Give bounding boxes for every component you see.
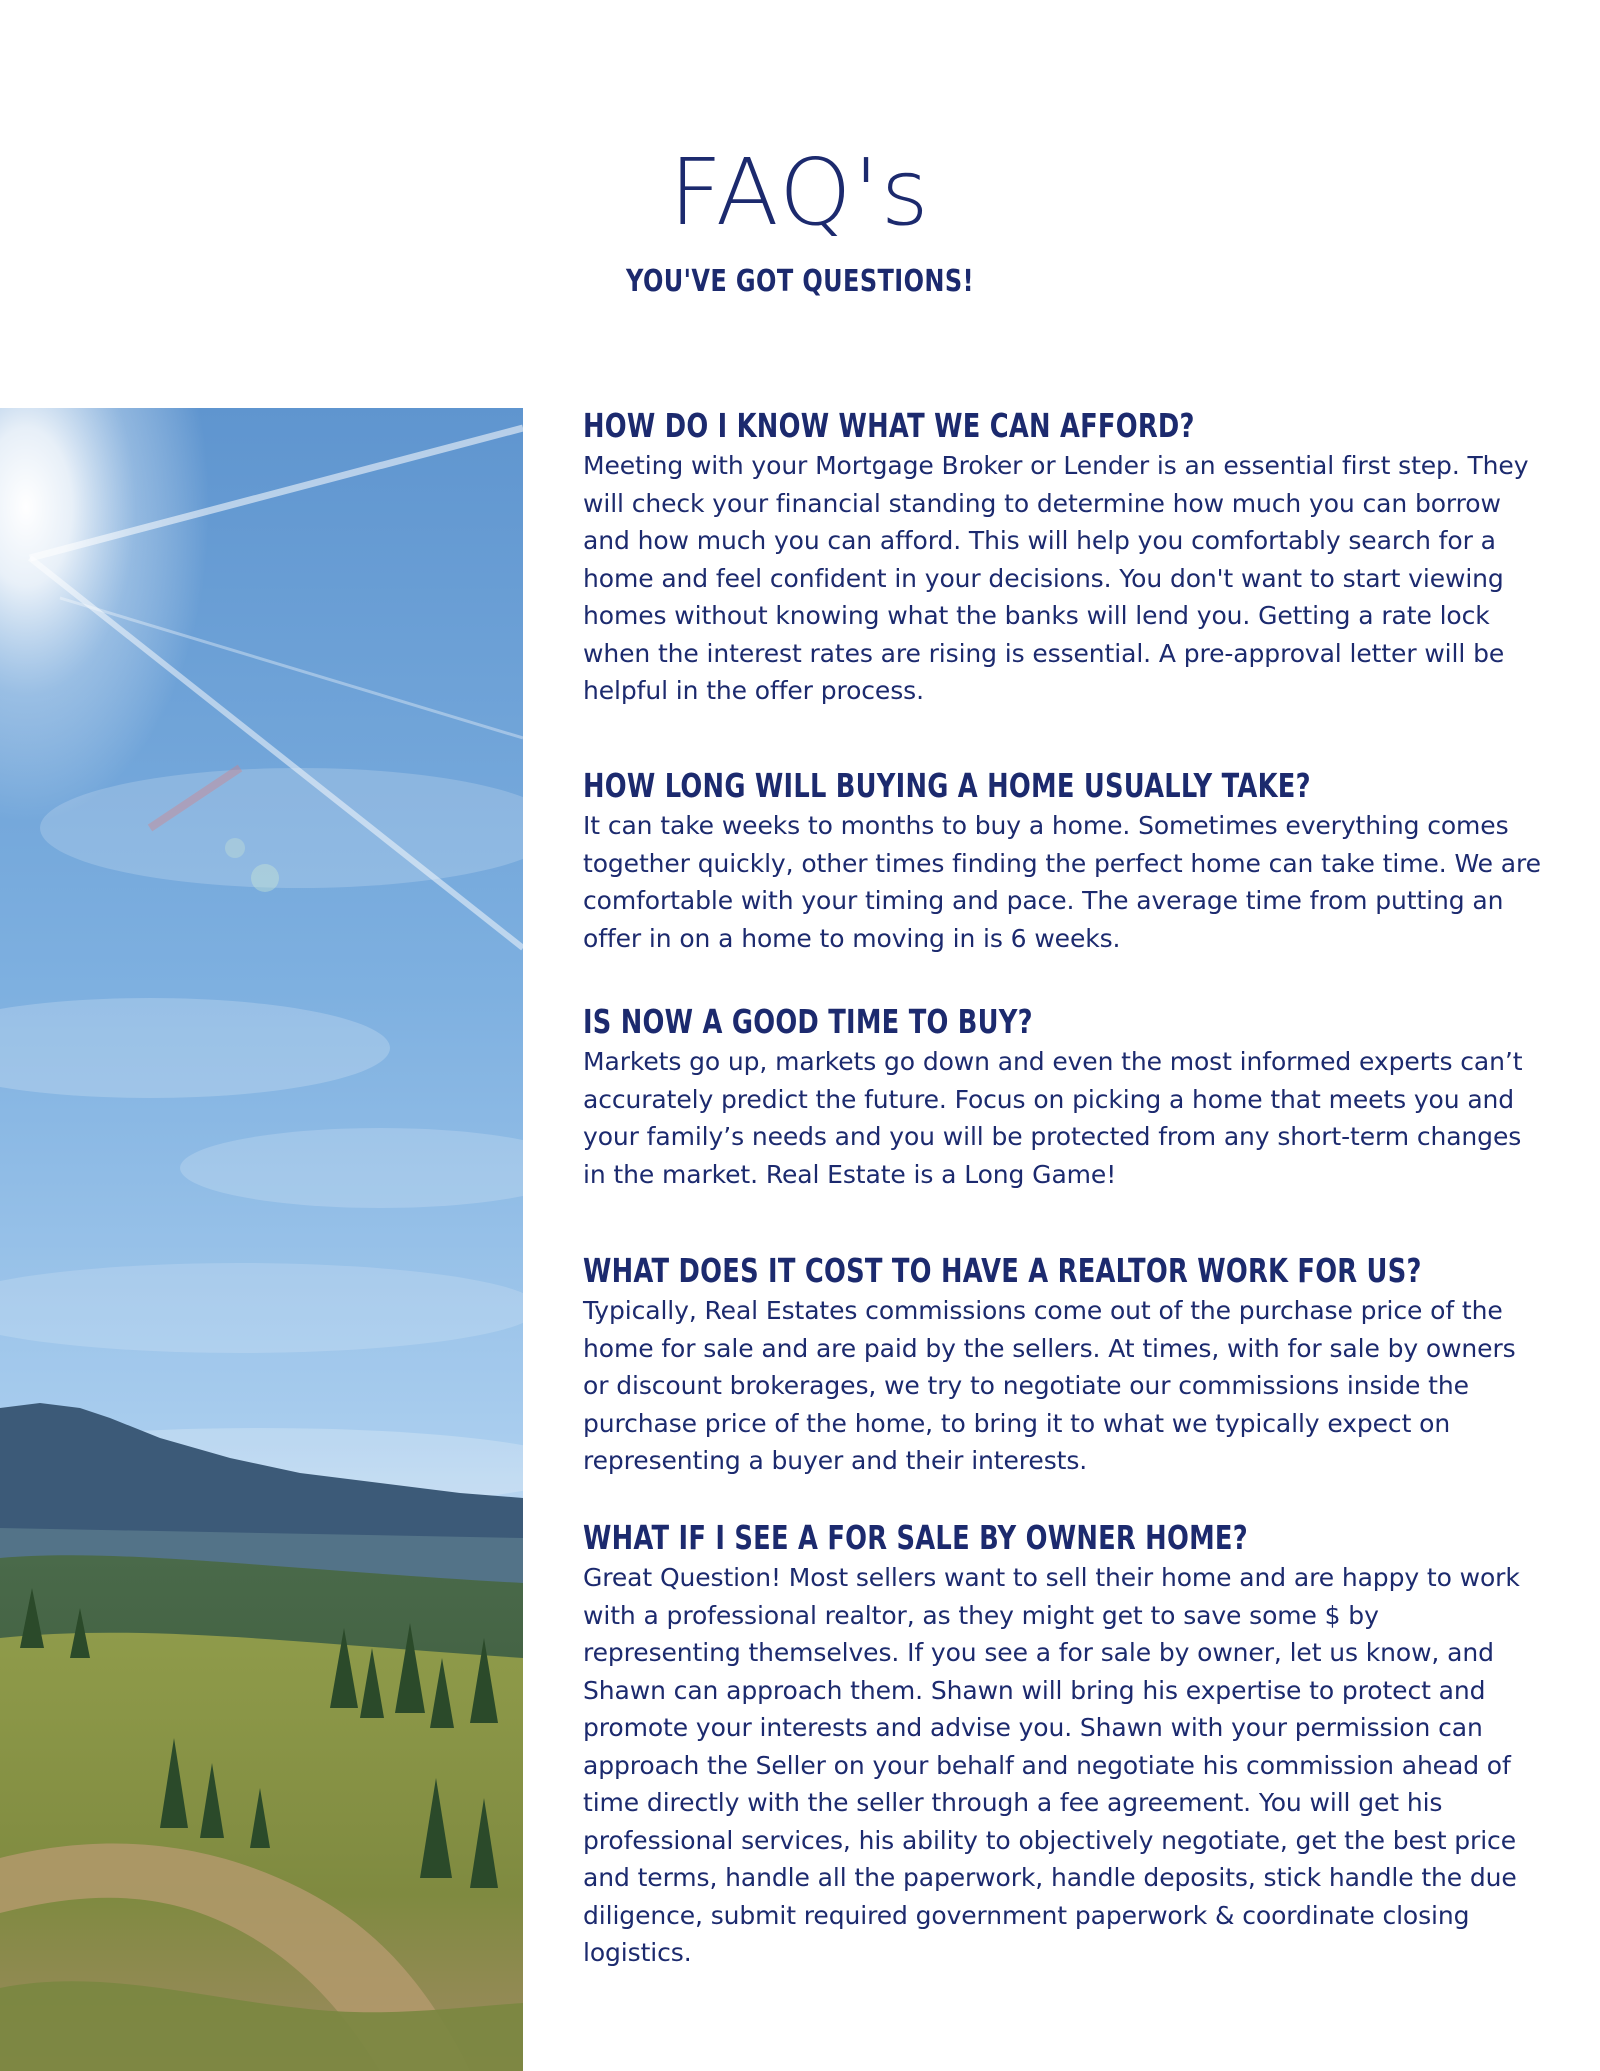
faq-answer: Markets go up, markets go down and even the most informed experts can’t accurately predict the future. Focus on picking a home that meets you and your family’s needs and you will be protected from any short-term changes in the market. Real Estate is a Long Game! — [583, 1047, 1523, 1189]
faq-item — [583, 1001, 1543, 1193]
faq-item — [583, 1250, 1543, 1480]
faq-answer: It can take weeks to months to buy a home. Sometimes everything comes together quickly, other times finding the perfect home can take time. We are comfortable with your timing and pace. The average time from putting an offer in on a home to moving in is 6 weeks. — [583, 811, 1541, 953]
faq-question: HOW LONG WILL BUYING A HOME USUALLY TAKE? — [583, 766, 1311, 805]
faq-question: WHAT IF I SEE A FOR SALE BY OWNER HOME? — [583, 1518, 1248, 1557]
landscape-photo-icon — [0, 408, 523, 2071]
faq-answer: Typically, Real Estates commissions come out of the purchase price of the home for sale and are paid by the sellers. At times, with for sale by owners or discount brokerages, we try to negotiate our commissions inside the purchase price of the home, to bring it to what we typically expect on representing a buyer and their interests. — [583, 1296, 1516, 1475]
page-subtitle: YOU'VE GOT QUESTIONS! — [626, 264, 974, 299]
faq-item — [583, 765, 1543, 957]
faq-question: WHAT DOES IT COST TO HAVE A REALTOR WORK FOR US? — [583, 1251, 1422, 1290]
faq-item — [583, 1517, 1543, 1972]
page-title: FAQ's — [669, 139, 931, 246]
faq-item — [583, 405, 1543, 710]
faq-answer: Great Question! Most sellers want to sell their home and are happy to work with a professional realtor, as they might get to save some $ by representing themselves. If you see a for sale by owner, let us know, and Shawn can approach them. Shawn will bring his expertise to protect and promote your interests and advise you. Shawn with your permission can approach the Seller on your behalf and negotiate his commission ahead of time directly with the seller through a fee agreement. You will get his professional services, his ability to objectively negotiate, get the best price and terms, handle all the paperwork, handle deposits, stick handle the due diligence, submit required government paperwork & coordinate closing logistics. — [583, 1563, 1520, 1967]
faq-question: IS NOW A GOOD TIME TO BUY? — [583, 1002, 1033, 1041]
faq-answer: Meeting with your Mortgage Broker or Lender is an essential first step. They will check your financial standing to determine how much you can borrow and how much you can afford. This will help you comfortably search for a home and feel confident in your decisions. You don't want to start viewing homes without knowing what the banks will lend you. Getting a rate lock when the interest rates are rising is essential. A pre-approval letter will be helpful in the offer process. — [583, 451, 1529, 705]
faq-question: HOW DO I KNOW WHAT WE CAN AFFORD? — [583, 406, 1195, 445]
